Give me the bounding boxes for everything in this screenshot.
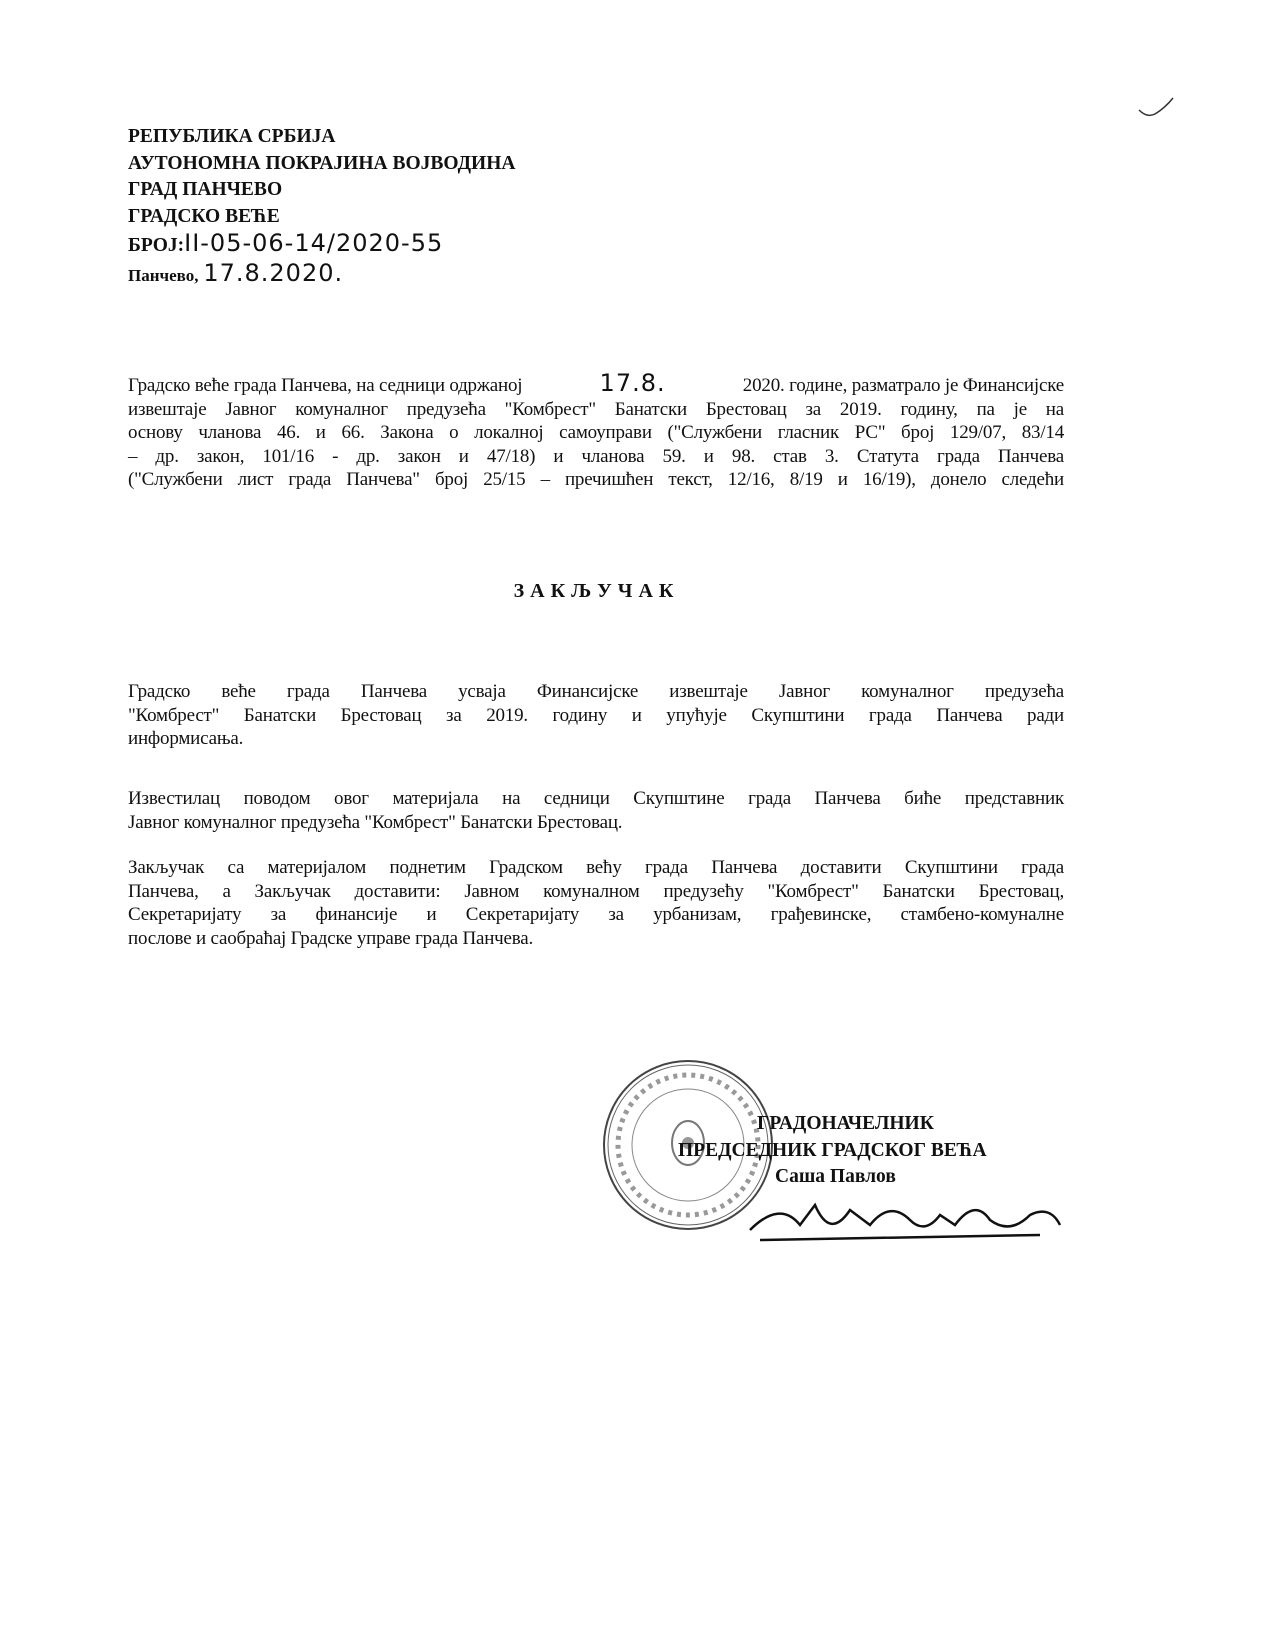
- intro-line: [128, 369, 1064, 398]
- paragraph-line: Закључак са материјалом поднетим Градском већу града Панчева доставити Скупштини града: [128, 857, 1064, 878]
- paragraph-line: Градско веће града Панчева усваја Финансијске извештаје Јавног комуналног предузећа: [128, 681, 1064, 702]
- handwritten-date: 17.8.2020.: [203, 258, 344, 287]
- handwritten-signature: [740, 1190, 1070, 1260]
- signatory-name: Саша Павлов: [775, 1166, 896, 1187]
- header-line: ГРАДСКО ВЕЋЕ: [128, 205, 280, 227]
- paragraph-line: Јавног комуналног предузећа "Комбрест" Банатски Брестовац.: [128, 811, 623, 833]
- paragraph-line: информисања.: [128, 728, 244, 749]
- paragraph-line: послове и саобраћај Градске управе града Панчева.: [128, 927, 534, 949]
- intro-text: 2020. године, разматрало је Финансијске: [742, 375, 1064, 396]
- signature-title-mayor: ГРАДОНАЧЕЛНИК: [757, 1113, 934, 1134]
- handwritten-tick-mark: [1137, 96, 1177, 126]
- paragraph-line: Известилац поводом овог материјала на седници Скупштине града Панчева биће представник: [128, 788, 1064, 809]
- header-line: АУТОНОМНА ПОКРАЈИНА ВОЈВОДИНА: [128, 152, 516, 174]
- document-title: ЗАКЉУЧАК: [513, 580, 680, 602]
- document-header: [128, 124, 515, 289]
- conclusion-paragraph-1: [128, 680, 1064, 751]
- paragraph-line: Секретаријату за финансије и Секретаријату за урбанизам, грађевинске, стамбено-комуналне: [128, 904, 1064, 925]
- intro-line: извештаје Јавног комуналног предузећа "Комбрест" Банатски Брестовац за 2019. годину, па је на: [128, 398, 1064, 420]
- conclusion-paragraph-3: [128, 856, 1064, 950]
- handwritten-session-date: 17.8.: [599, 369, 666, 397]
- intro-paragraph: [128, 369, 1064, 492]
- paragraph-line: Панчева, а Закључак доставити: Јавном комуналном предузећу "Комбрест" Банатски Брестовац,: [128, 880, 1064, 902]
- document-number: [128, 230, 515, 260]
- number-label: БРОЈ:: [128, 235, 185, 256]
- intro-line: основу чланова 46. и 66. Закона о локалној самоуправи ("Службени гласник РС" број 129/07, 83/14: [128, 422, 1064, 443]
- signature-title-president: ПРЕДСЕДНИК ГРАДСКОГ ВЕЋА: [678, 1140, 987, 1161]
- place-label: Панчево,: [128, 265, 199, 285]
- intro-line: – др. закон, 101/16 - др. закон и 47/18) и чланова 59. и 98. став 3. Статута града Панчева: [128, 445, 1064, 467]
- header-line: РЕПУБЛИКА СРБИЈА: [128, 126, 336, 147]
- intro-text: Градско веће града Панчева, на седници одржаној: [128, 375, 523, 396]
- handwritten-number: II-05-06-14/2020-55: [184, 229, 444, 257]
- intro-line: ("Службени лист града Панчева" број 25/15 – пречишћен текст, 12/16, 8/19 и 16/19), донело следећи: [128, 469, 1064, 490]
- header-line: ГРАД ПАНЧЕВО: [128, 179, 283, 200]
- conclusion-paragraph-2: [128, 787, 1064, 834]
- document-date: [128, 260, 515, 290]
- paragraph-line: "Комбрест" Банатски Брестовац за 2019. годину и упућује Скупштини града Панчева ради: [128, 704, 1064, 726]
